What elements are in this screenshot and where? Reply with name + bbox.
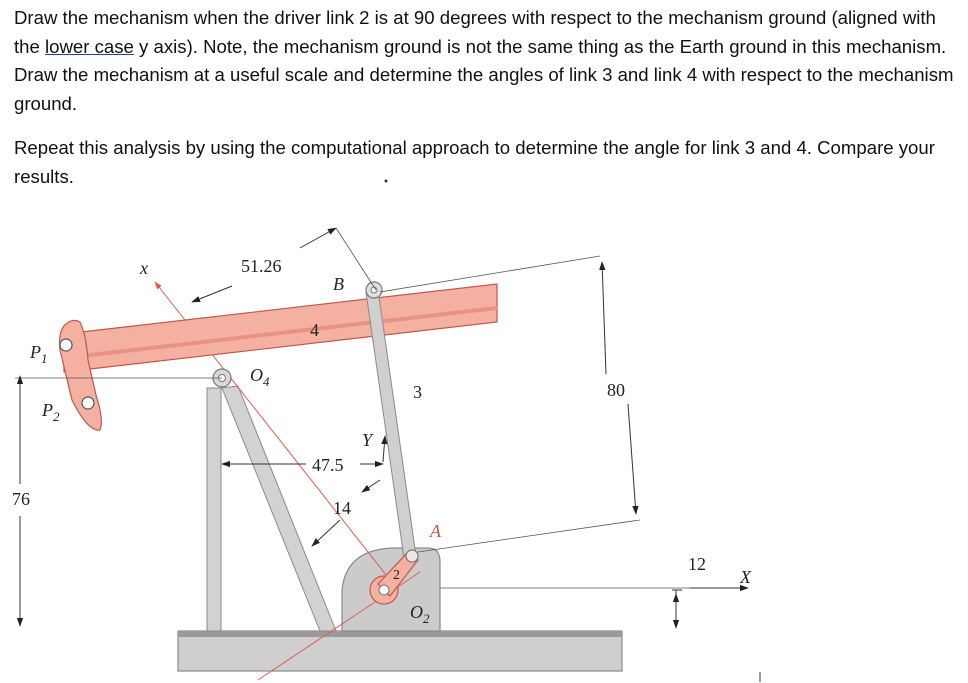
dim-14-bottom-arrow bbox=[312, 520, 340, 546]
o2-sub: 2 bbox=[423, 611, 430, 626]
dim-51-right-arrow bbox=[300, 228, 336, 248]
underlined-lower-case: lower case bbox=[45, 35, 134, 57]
dim-47-label: 47.5 bbox=[312, 455, 344, 475]
p1-sub: 1 bbox=[41, 351, 48, 366]
dot bbox=[385, 180, 388, 183]
base-platform-top bbox=[178, 631, 622, 637]
a-pin bbox=[406, 550, 418, 562]
o4-label bbox=[250, 365, 270, 389]
o4-sub: 4 bbox=[263, 374, 270, 389]
o2-pin bbox=[379, 585, 389, 595]
para1-text-after: y axis). Note, the mechanism ground is not the same thing as the Earth ground in this mechanism. Draw the mechanism at a useful scale and determine the angles of link 3 and link 4 with respect to the mechanism ground. bbox=[14, 35, 954, 114]
dim-80-arrow-up bbox=[602, 262, 606, 374]
p1-point bbox=[60, 339, 72, 351]
o2-base: O bbox=[410, 602, 423, 622]
para1-text-before: Draw the mechanism when the driver link 2 is at 90 degrees with respect to the mechanism ground (aligned with the bbox=[14, 7, 936, 57]
x-small-label: x bbox=[140, 258, 148, 278]
dim-80-label: 80 bbox=[607, 380, 625, 400]
o4-base: O bbox=[250, 365, 263, 385]
b-pin-center bbox=[371, 287, 377, 293]
link-3-label: 3 bbox=[413, 382, 422, 402]
dim-80-ext-bottom bbox=[418, 520, 640, 552]
p2-point bbox=[82, 397, 94, 409]
b-label: B bbox=[333, 274, 344, 294]
p1-base: P bbox=[30, 342, 41, 362]
link-4-label: 4 bbox=[310, 320, 319, 340]
samson-post-vertical bbox=[207, 388, 221, 631]
link-2-label: 2 bbox=[393, 568, 400, 583]
dim-51-left-arrow bbox=[192, 286, 232, 302]
x-axis-label: X bbox=[740, 567, 751, 587]
dim-76-label: 76 bbox=[12, 489, 30, 509]
p1-label bbox=[29, 342, 48, 366]
y-axis-arrow bbox=[383, 436, 385, 462]
p2-sub: 2 bbox=[53, 409, 60, 424]
samson-post-diagonal bbox=[222, 386, 336, 631]
y-axis-label: Y bbox=[362, 430, 373, 450]
a-label: A bbox=[430, 521, 441, 541]
dim-14-label: 14 bbox=[333, 498, 351, 518]
dim-51-label: 51.26 bbox=[241, 256, 282, 276]
dim-80-arrow-down bbox=[628, 404, 636, 514]
p2-base: P bbox=[42, 400, 53, 420]
walking-beam-link-4 bbox=[64, 284, 497, 372]
dim-12-label: 12 bbox=[688, 554, 706, 574]
dim-14-top-arrow bbox=[362, 480, 380, 492]
p2-label bbox=[41, 400, 60, 424]
problem-paragraph-2: Repeat this analysis by using the computational approach to determine the angle for link 3 and 4. Compare your results. bbox=[14, 137, 935, 187]
